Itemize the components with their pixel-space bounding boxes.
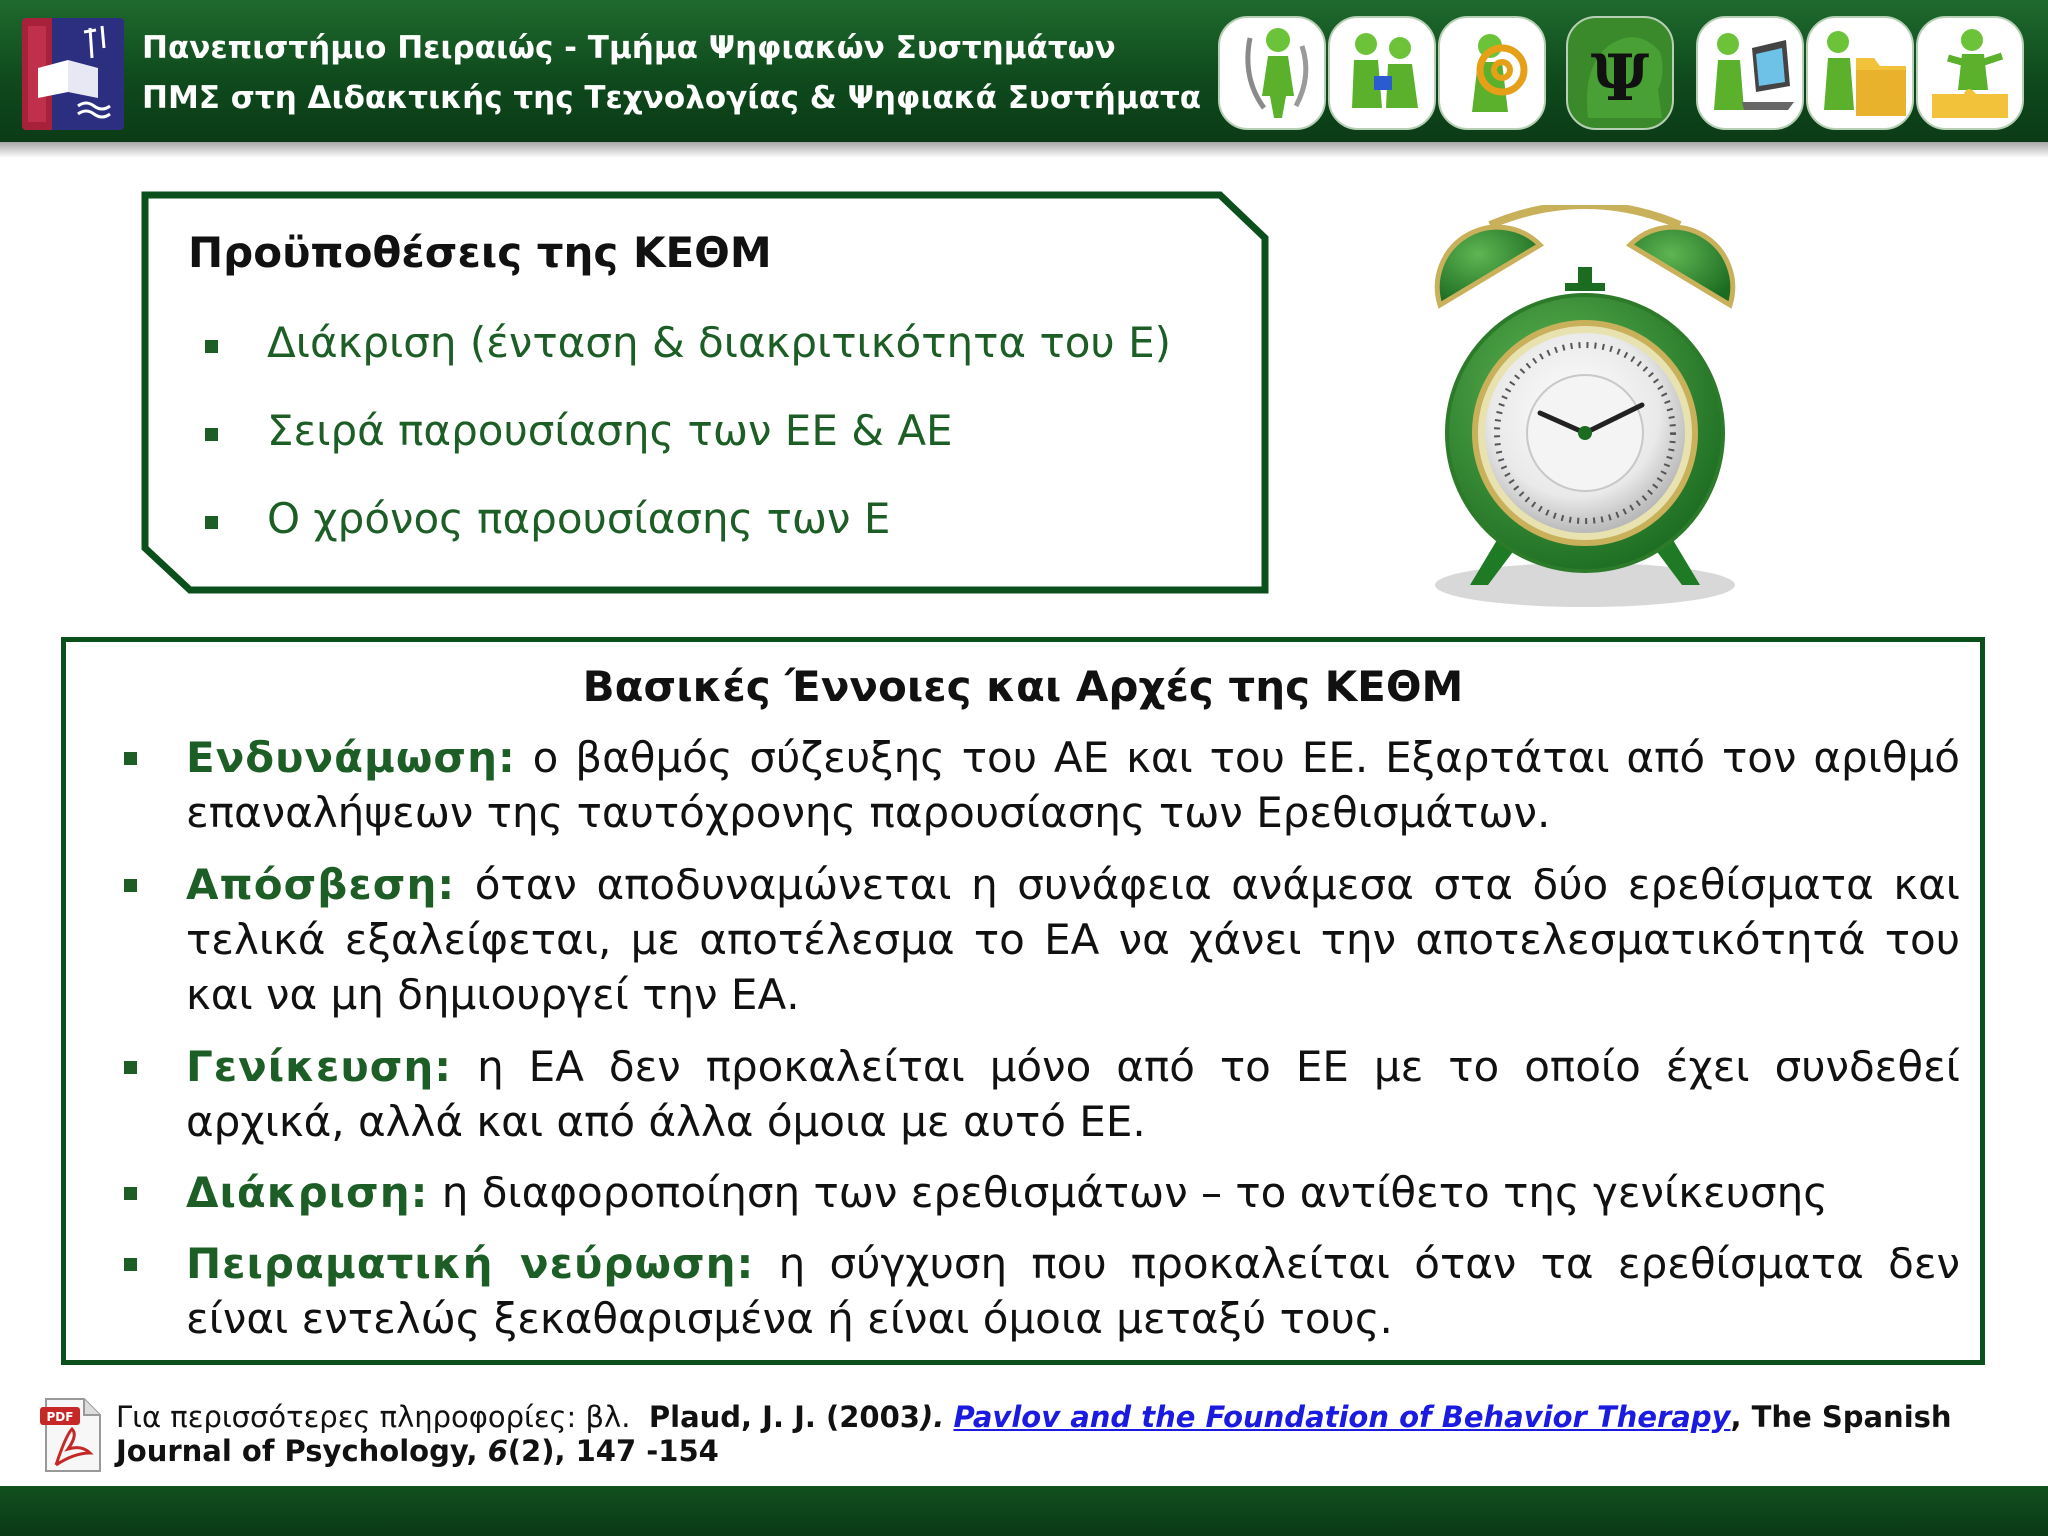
bullet-square [124,1258,137,1271]
reference-journal: , The Spanish Journal of Psychology, [116,1400,1952,1468]
pdf-label: PDF [46,1410,74,1424]
header-shadow [0,142,2048,158]
figure-on-puzzle-icon [1916,16,2024,130]
figure-with-at-sign-icon [1438,16,1546,130]
bullet-square [124,1187,137,1200]
reference-paren: ). [919,1400,945,1434]
concept-definition: η ΕΑ δεν προκαλείται μόνο από το ΕΕ με το οποίο έχει συνδεθεί αρχικά, αλλά και από άλλα όμοια με αυτό ΕΕ. [186,1042,1960,1146]
concept-term: Ενδυνάμωση: [186,733,516,782]
bullet-square [124,1061,137,1074]
concept-definition: η διαφοροποίηση των ερεθισμάτων – το αντίθετο της γενίκευσης [428,1168,1828,1217]
list-item-text [186,1236,1960,1346]
reference-link[interactable]: Pavlov and the Foundation of Behavior Therapy [953,1400,1731,1434]
header-program-title: ΠΜΣ στη Διδακτικής της Τεχνολογίας & Ψηφιακά Συστήματα [142,80,1202,116]
reference-volume: 6 [487,1434,508,1468]
list-item-text: Σειρά παρουσίασης των ΕΕ & ΑΕ [267,406,953,455]
alarm-clock-illustration [1420,205,1750,615]
list-item-text [186,857,1960,1022]
pdf-file-icon[interactable] [38,1395,104,1475]
header-university-title: Πανεπιστήμιο Πειραιώς - Τμήμα Ψηφιακών Συστημάτων [142,30,1116,66]
concept-definition: η σύγχυση που προκαλείται όταν τα ερεθίσματα δεν είναι εντελώς ξεκαθαρισμένα ή είναι όμοια μεταξύ τους. [186,1239,1960,1343]
concept-term: Πειραματική νεύρωση: [186,1239,755,1288]
reference-authors: Plaud, J. J. (2003 [648,1400,920,1434]
header-bar [0,0,2048,142]
figure-at-laptop-icon [1696,16,1804,130]
university-logo [22,18,124,130]
reference-pages: (2), 147 -154 [507,1434,719,1468]
concept-term: Γενίκευση: [186,1042,453,1091]
list-item-text [186,1165,1960,1220]
svg-text:Ψ: Ψ [1590,41,1650,116]
psi-head-icon [1566,16,1674,130]
concept-definition: ο βαθμός σύζευξης του ΑΕ και του ΕΕ. Εξαρτάται από τον αριθμό επαναλήψεων της ταυτόχρονης παρουσίασης των Ερεθισμάτων. [186,733,1960,837]
figures-reading-icon [1328,16,1436,130]
footer-bar [0,1486,2048,1536]
bullet-square [205,428,218,441]
concept-definition: όταν αποδυναμώνεται η συνάφεια ανάμεσα στα δύο ερεθίσματα και τελικά εξαλείφεται, με αποτέλεσμα το ΕΑ να χάνει την αποτελεσματικότητά του και να μη δημιουργεί την ΕΑ. [186,860,1960,1019]
list-item-text: Ο χρόνος παρουσίασης των Ε [267,494,891,543]
reference-intro: Για περισσότερες πληροφορίες: βλ. [116,1400,631,1434]
bullet-square [124,752,137,765]
list-item-text: Διάκριση (ένταση & διακριτικότητα του Ε) [267,318,1172,367]
reference-note [116,1400,2006,1468]
bullet-square [205,516,218,529]
bullet-square [124,879,137,892]
concept-term: Διάκριση: [186,1168,429,1217]
prerequisites-title: Προϋποθέσεις της ΚΕΘΜ [188,228,772,277]
figures-with-cables-icon [1218,16,1326,130]
figure-with-folder-icon [1806,16,1914,130]
concepts-title: Βασικές Έννοιες και Αρχές της ΚΕΘΜ [582,662,1464,711]
concept-term: Απόσβεση: [186,860,456,909]
list-item-text [186,1039,1960,1149]
list-item-text [186,730,1960,840]
bullet-square [205,340,218,353]
